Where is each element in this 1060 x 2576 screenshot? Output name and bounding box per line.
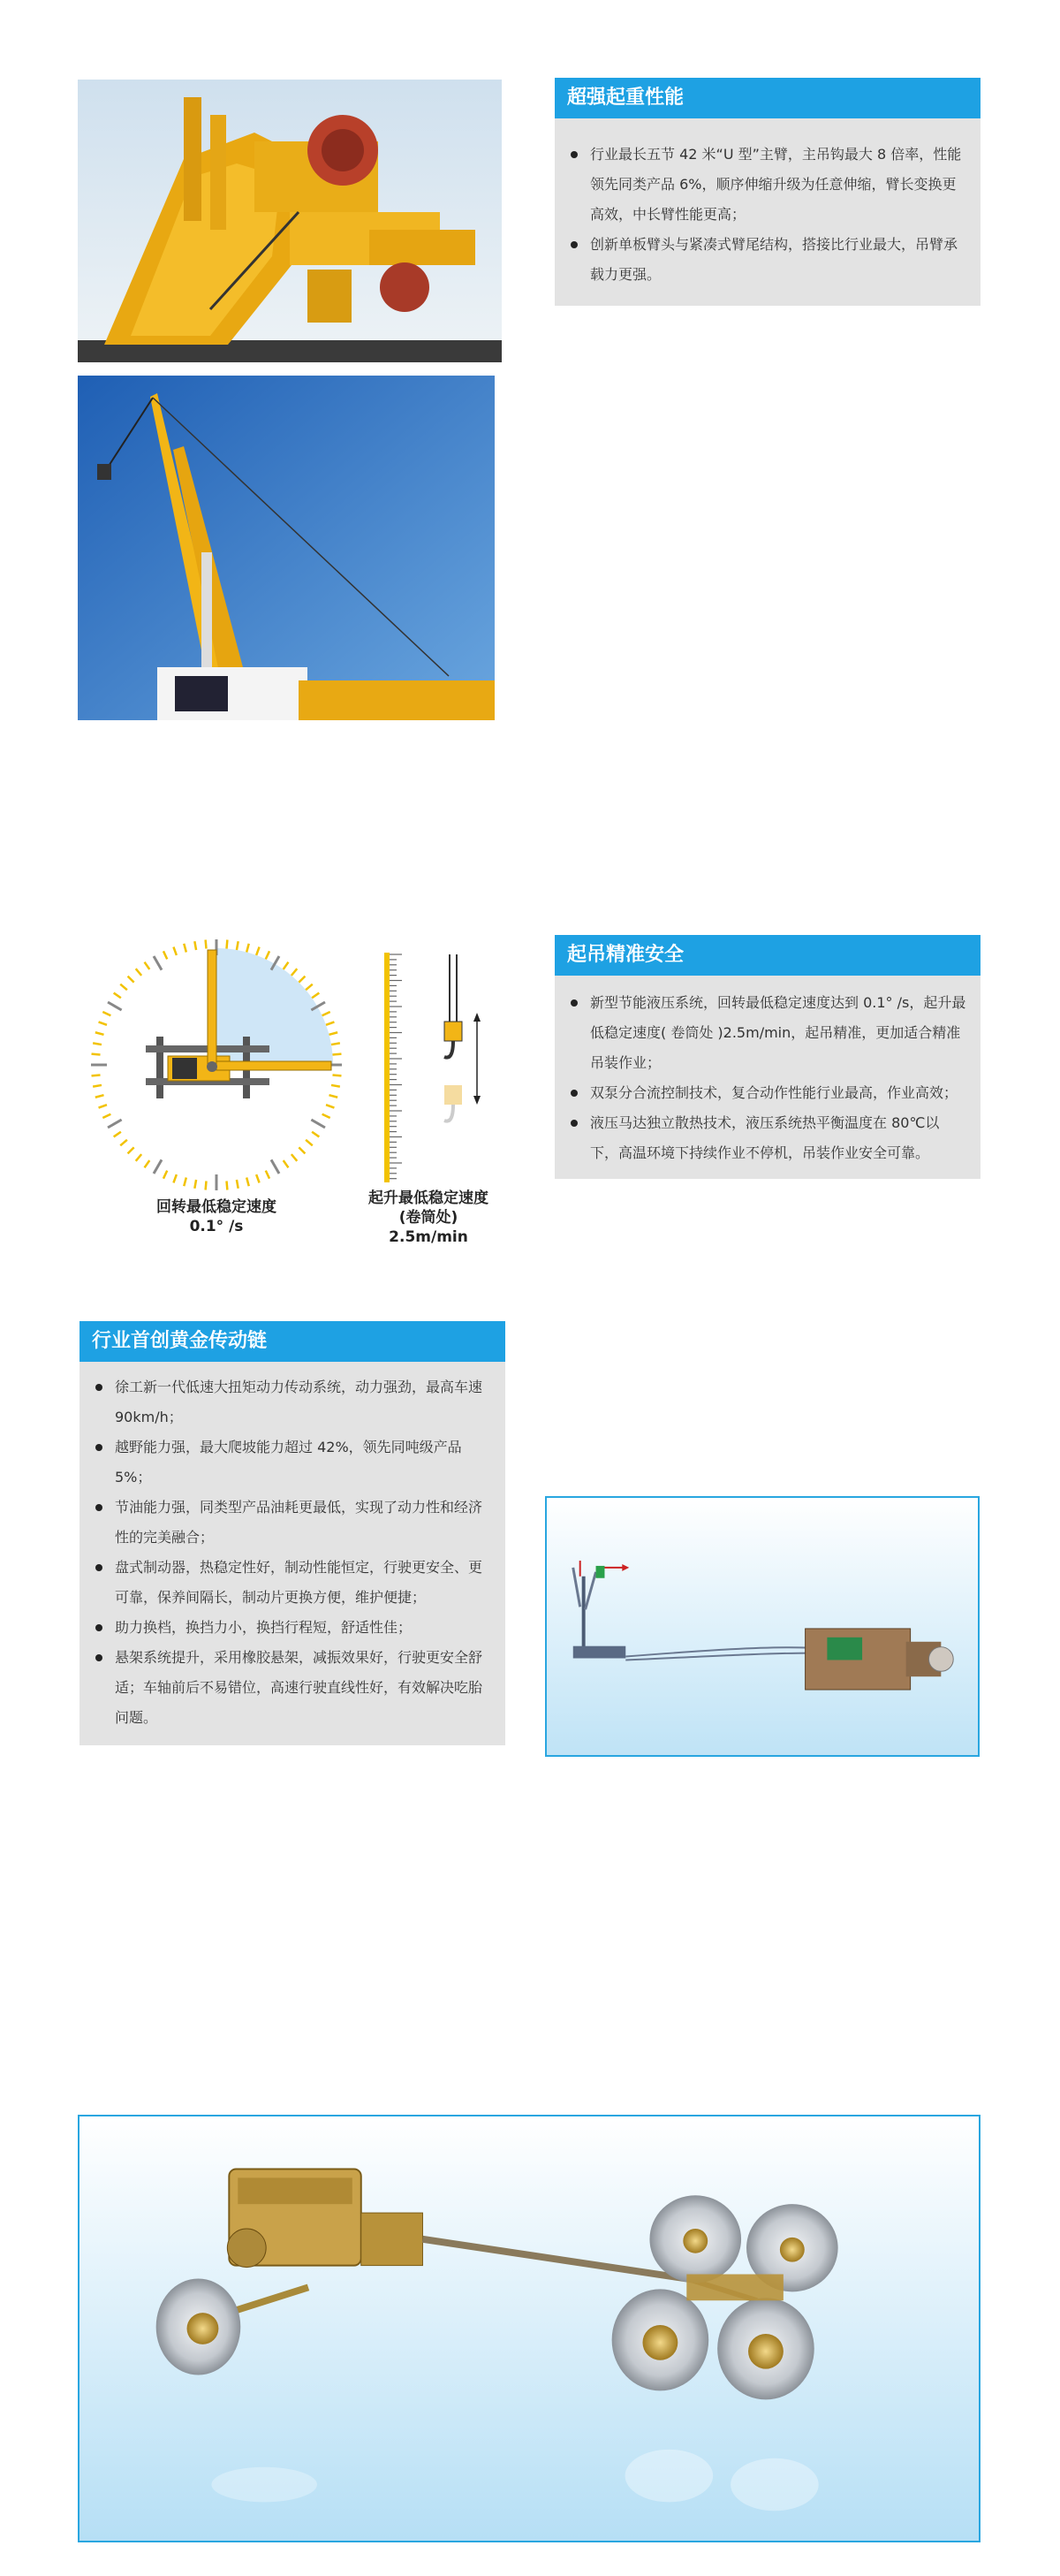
- dial-tick: [108, 1002, 122, 1010]
- dial-tick: [114, 993, 121, 999]
- dial-tick: [184, 944, 186, 953]
- dial-tick: [284, 962, 289, 969]
- dial-tick: [312, 1132, 319, 1137]
- dial-tick: [93, 1085, 102, 1087]
- dial-tick: [312, 993, 319, 999]
- hoist-speed-caption: 起升最低稳定速度 (卷筒处) 2.5m/min: [368, 1189, 488, 1246]
- dial-tick: [194, 1180, 196, 1189]
- dial-tick: [136, 1154, 141, 1161]
- dial-tick: [266, 1171, 269, 1179]
- dial-tick: [92, 1075, 101, 1076]
- dial-tick: [93, 1043, 102, 1045]
- bullet-icon: [571, 1120, 578, 1127]
- bullet-icon: [95, 1504, 102, 1511]
- dial-tick: [332, 1075, 341, 1076]
- dial-tick: [163, 1171, 167, 1179]
- dial-tick: [322, 1012, 330, 1015]
- dial-tick: [154, 956, 162, 970]
- bullet-item: 新型节能液压系统，回转最低稳定速度达到 0.1° /s，起升最低稳定速度( 卷筒处 )2.5m/min，起吊精准，更加适合精准吊装作业；: [567, 988, 966, 1078]
- dial-tick: [206, 940, 207, 949]
- bullet-item: 徐工新一代低速大扭矩动力传动系统，动力强劲，最高车速 90km/h；: [92, 1372, 491, 1432]
- dial-tick: [227, 940, 228, 949]
- bullet-item: 双泵分合流控制技术，复合动作性能行业最高，作业高效；: [567, 1078, 966, 1108]
- dial-tick: [99, 1022, 107, 1024]
- bullet-item: 节油能力强，同类型产品油耗更最低，实现了动力性和经济性的完美融合；: [92, 1493, 491, 1553]
- dial-tick: [322, 1114, 330, 1118]
- hoist-scale-diagram: [375, 953, 490, 1182]
- dial-tick: [145, 962, 150, 969]
- rotation-dial-diagram: [84, 932, 349, 1197]
- dial-tick: [237, 941, 238, 950]
- bullet-icon: [95, 1564, 102, 1571]
- bullet-icon: [571, 1090, 578, 1097]
- dial-tick: [173, 1174, 176, 1182]
- dial-tick: [246, 944, 249, 953]
- dial-tick: [246, 1178, 249, 1187]
- dial-tick: [284, 1160, 289, 1167]
- dial-tick: [95, 1095, 104, 1098]
- bullet-item: 盘式制动器，热稳定性好，制动性能恒定，行驶更安全、更可靠，保养间隔长，制动片更换方便，维护便捷；: [92, 1553, 491, 1613]
- dial-tick: [120, 984, 127, 990]
- bullet-icon: [95, 1654, 102, 1661]
- gearshift-transmission-diagram: [545, 1496, 980, 1757]
- section-drivetrain: [80, 1321, 505, 1745]
- bullet-icon: [571, 151, 578, 158]
- dial-tick: [332, 1054, 341, 1055]
- dial-tick: [237, 1180, 238, 1189]
- dial-tick: [154, 1159, 162, 1174]
- crane-boom-photo: [78, 376, 495, 720]
- dial-tick: [184, 1178, 186, 1187]
- dial-tick: [114, 1132, 121, 1137]
- bullet-item: 液压马达独立散热技术，液压系统热平衡温度在 80℃以下，高温环境下持续作业不停机，吊装作业安全可靠。: [567, 1108, 966, 1168]
- dial-tick: [163, 951, 167, 959]
- bullet-icon: [95, 1444, 102, 1451]
- bullet-item: 越野能力强，最大爬坡能力超过 42%，领先同吨级产品 5%；: [92, 1432, 491, 1493]
- dial-tick: [271, 1159, 279, 1174]
- dial-tick: [128, 1147, 134, 1153]
- bullet-item: 创新单板臂头与紧凑式臂尾结构，搭接比行业最大，吊臂承载力更强。: [567, 230, 966, 290]
- boom-head-photo: [78, 80, 502, 362]
- section-precise-lifting: [555, 935, 980, 1179]
- dial-tick: [120, 1140, 127, 1145]
- dial-tick: [92, 1054, 101, 1055]
- dial-tick: [299, 976, 305, 983]
- bullet-icon: [95, 1384, 102, 1391]
- dial-tick: [326, 1105, 334, 1107]
- dial-tick: [108, 1120, 122, 1128]
- dial-tick: [306, 984, 313, 990]
- dial-tick: [329, 1032, 338, 1035]
- section-heavy-lifting: [555, 78, 980, 306]
- dial-tick: [173, 947, 176, 955]
- dial-tick: [331, 1085, 340, 1087]
- dial-tick: [206, 1181, 207, 1189]
- dial-tick: [256, 947, 259, 955]
- dial-tick: [194, 941, 196, 950]
- dial-tick: [326, 1022, 334, 1024]
- dial-tick: [292, 969, 297, 976]
- dial-tick: [331, 1043, 340, 1045]
- dial-tick: [145, 1160, 150, 1167]
- dial-tick: [128, 976, 134, 983]
- bullet-icon: [95, 1624, 102, 1631]
- dial-tick: [99, 1105, 107, 1107]
- dial-tick: [102, 1012, 110, 1015]
- dial-tick: [329, 1095, 338, 1098]
- section-title: 起吊精准安全: [555, 935, 980, 976]
- dial-tick: [102, 1114, 110, 1118]
- chassis-drivetrain-render: [78, 2115, 980, 2542]
- dial-tick: [227, 1181, 228, 1189]
- dial-tick: [256, 1174, 259, 1182]
- dial-tick: [299, 1147, 305, 1153]
- dial-tick: [266, 951, 269, 959]
- section-title: 行业首创黄金传动链: [80, 1321, 505, 1362]
- section-title: 超强起重性能: [555, 78, 980, 118]
- dial-tick: [136, 969, 141, 976]
- bullet-item: 悬架系统提升，采用橡胶悬架，减振效果好，行驶更安全舒适；车轴前后不易错位，高速行驶直线性好，有效解决吃胎问题。: [92, 1643, 491, 1733]
- rotate-speed-caption: 回转最低稳定速度 0.1° /s: [156, 1198, 276, 1235]
- bullet-item: 行业最长五节 42 米“U 型”主臂，主吊钩最大 8 倍率，性能领先同类产品 6%，顺序伸缩升级为任意伸缩，臂长变换更高效，中长臂性能更高；: [567, 140, 966, 230]
- dial-tick: [306, 1140, 313, 1145]
- bullet-icon: [571, 241, 578, 248]
- dial-tick: [311, 1120, 325, 1128]
- bullet-item: 助力换档，换挡力小，换挡行程短，舒适性佳；: [92, 1613, 491, 1643]
- dial-tick: [292, 1154, 297, 1161]
- dial-tick: [95, 1032, 104, 1035]
- bullet-icon: [571, 999, 578, 1007]
